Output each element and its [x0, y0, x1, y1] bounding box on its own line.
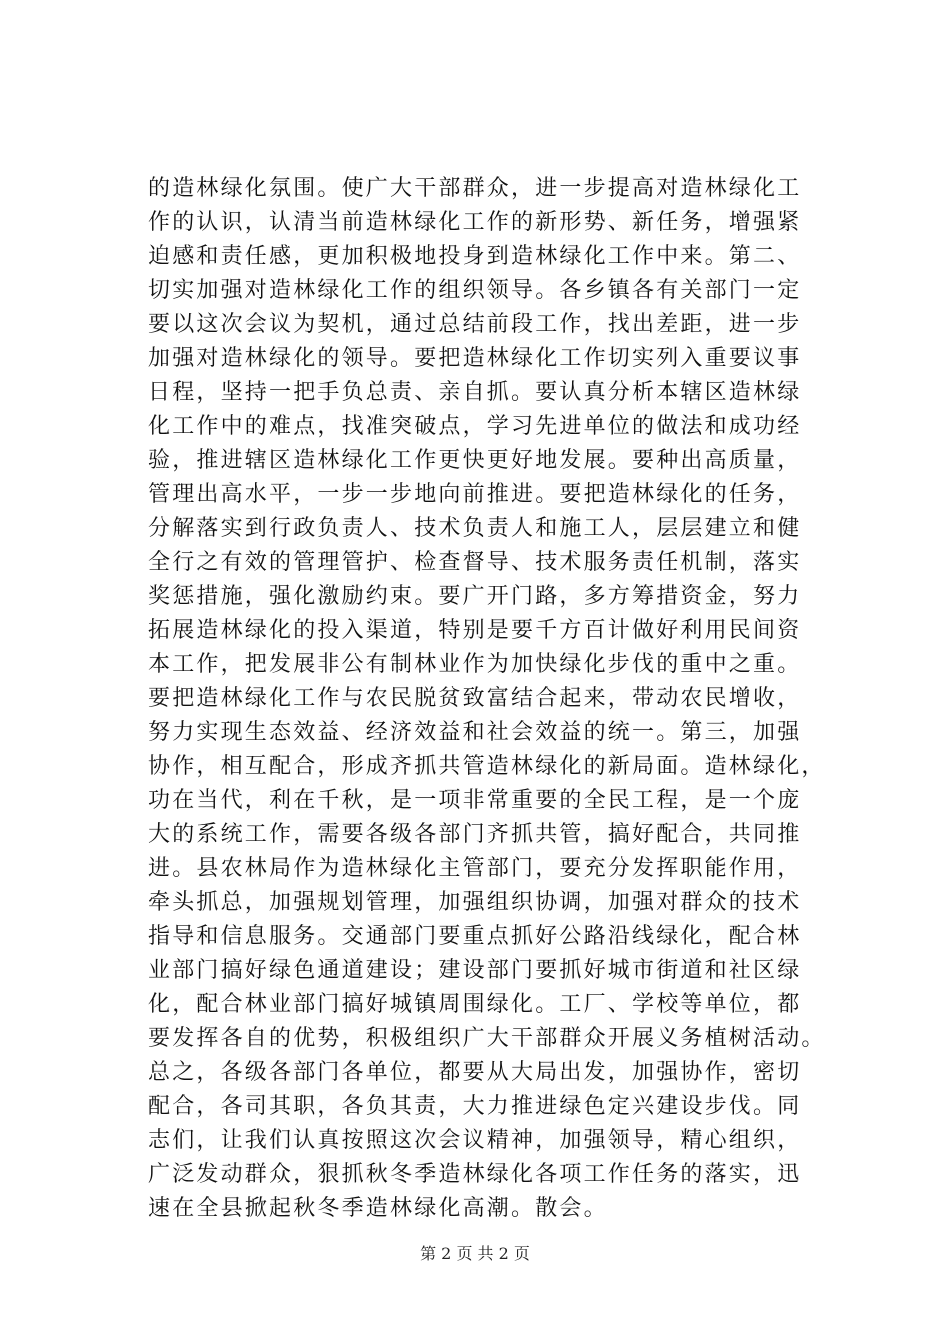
- text-line: 功在当代，利在千秋，是一项非常重要的全民工程，是一个庞: [148, 788, 802, 813]
- body-text: [148, 172, 838, 1226]
- text-line: 迫感和责任感，更加积极地投身到造林绿化工作中来。第二、: [148, 244, 802, 269]
- text-line: 验，推进辖区造林绿化工作更快更好地发展。要种出高质量，: [148, 448, 802, 473]
- text-line: 总之，各级各部门各单位，都要从大局出发，加强协作，密切: [148, 1060, 802, 1085]
- text-line: 日程，坚持一把手负总责、亲自抓。要认真分析本辖区造林绿: [148, 380, 802, 405]
- text-line: 速在全县掀起秋冬季造林绿化高潮。散会。: [148, 1196, 608, 1221]
- text-line: 化，配合林业部门搞好城镇周围绿化。工厂、学校等单位，都: [148, 992, 802, 1017]
- text-line: 分解落实到行政负责人、技术负责人和施工人，层层建立和健: [148, 516, 802, 541]
- text-line: 奖惩措施，强化激励约束。要广开门路，多方筹措资金，努力: [148, 584, 802, 609]
- text-line: 协作，相互配合，形成齐抓共管造林绿化的新局面。造林绿化，: [148, 754, 826, 779]
- text-line: 业部门搞好绿色通道建设；建设部门要抓好城市街道和社区绿: [148, 958, 802, 983]
- text-line: 要发挥各自的优势，积极组织广大干部群众开展义务植树活动。: [148, 1026, 826, 1051]
- text-line: 努力实现生态效益、经济效益和社会效益的统一。第三，加强: [148, 720, 802, 745]
- text-line: 配合，各司其职，各负其责，大力推进绿色定兴建设步伐。同: [148, 1094, 802, 1119]
- text-line: 化工作中的难点，找准突破点，学习先进单位的做法和成功经: [148, 414, 802, 439]
- text-line: 本工作，把发展非公有制林业作为加快绿化步伐的重中之重。: [148, 652, 802, 677]
- text-line: 管理出高水平，一步一步地向前推进。要把造林绿化的任务，: [148, 482, 802, 507]
- text-line: 作的认识，认清当前造林绿化工作的新形势、新任务，增强紧: [148, 210, 802, 235]
- text-line: 指导和信息服务。交通部门要重点抓好公路沿线绿化，配合林: [148, 924, 802, 949]
- text-line: 牵头抓总，加强规划管理，加强组织协调，加强对群众的技术: [148, 890, 802, 915]
- text-line: 要以这次会议为契机，通过总结前段工作，找出差距，进一步: [148, 312, 802, 337]
- text-line: 全行之有效的管理管护、检查督导、技术服务责任机制，落实: [148, 550, 802, 575]
- text-line: 加强对造林绿化的领导。要把造林绿化工作切实列入重要议事: [148, 346, 802, 371]
- text-line: 大的系统工作，需要各级各部门齐抓共管，搞好配合，共同推: [148, 822, 802, 847]
- text-line: 拓展造林绿化的投入渠道，特别是要千方百计做好利用民间资: [148, 618, 802, 643]
- text-line: 要把造林绿化工作与农民脱贫致富结合起来，带动农民增收，: [148, 686, 802, 711]
- text-line: 志们，让我们认真按照这次会议精神，加强领导，精心组织，: [148, 1128, 802, 1153]
- text-line: 切实加强对造林绿化工作的组织领导。各乡镇各有关部门一定: [148, 278, 802, 303]
- text-line: 的造林绿化氛围。使广大干部群众，进一步提高对造林绿化工: [148, 176, 802, 201]
- text-line: 广泛发动群众，狠抓秋冬季造林绿化各项工作任务的落实，迅: [148, 1162, 802, 1187]
- text-line: 进。县农林局作为造林绿化主管部门，要充分发挥职能作用，: [148, 856, 802, 881]
- page-number-footer: 第 2 页 共 2 页: [420, 1244, 530, 1263]
